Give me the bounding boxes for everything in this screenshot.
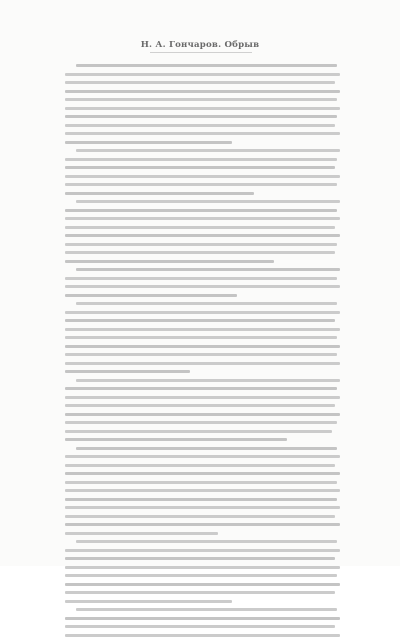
text-line (65, 625, 335, 628)
text-line (65, 515, 335, 518)
paragraph (65, 302, 343, 373)
text-line (65, 574, 337, 577)
text-line (65, 481, 337, 484)
text-line (65, 583, 340, 586)
text-line (65, 277, 337, 280)
text-line (65, 251, 335, 254)
text-line (65, 183, 337, 186)
text-line (76, 608, 337, 611)
text-line (65, 132, 340, 135)
text-line (65, 294, 237, 297)
text-line (65, 328, 340, 331)
text-line (65, 489, 340, 492)
paragraph (65, 149, 343, 195)
paragraph (65, 200, 343, 263)
title-underline (150, 52, 252, 53)
text-line (76, 447, 337, 450)
text-line (65, 217, 340, 220)
text-line (65, 336, 337, 339)
text-line (65, 158, 337, 161)
text-line (65, 506, 340, 509)
text-line (65, 523, 340, 526)
text-line (65, 234, 340, 237)
text-line (65, 549, 340, 552)
text-line (65, 209, 337, 212)
paragraph (65, 268, 343, 297)
text-line (65, 345, 340, 348)
text-line (76, 302, 337, 305)
text-line (65, 634, 340, 637)
text-line (65, 387, 337, 390)
text-line (65, 464, 335, 467)
text-line (65, 591, 335, 594)
paragraph (65, 64, 343, 144)
text-line (65, 600, 232, 603)
text-line (76, 64, 337, 67)
text-line (65, 370, 190, 373)
text-line (65, 430, 332, 433)
text-line (65, 243, 337, 246)
text-line (76, 149, 340, 152)
text-line (65, 141, 232, 144)
paragraph (65, 608, 343, 637)
text-line (65, 498, 337, 501)
document-body (65, 64, 343, 642)
text-line (76, 200, 340, 203)
text-line (65, 438, 287, 441)
text-line (65, 124, 335, 127)
text-line (65, 260, 274, 263)
text-line (65, 455, 340, 458)
text-line (65, 90, 340, 93)
text-line (65, 319, 335, 322)
document-title: Н. А. Гончаров. Обрыв (140, 40, 260, 50)
text-line (65, 192, 254, 195)
paragraph (65, 379, 343, 442)
text-line (65, 532, 218, 535)
text-line (65, 557, 335, 560)
text-line (65, 413, 340, 416)
text-line (65, 311, 340, 314)
paragraph (65, 447, 343, 535)
text-line (65, 472, 340, 475)
text-line (65, 81, 335, 84)
text-line (65, 285, 340, 288)
text-line (65, 353, 337, 356)
text-line (76, 379, 340, 382)
text-line (65, 362, 340, 365)
text-line (76, 268, 340, 271)
text-line (65, 175, 340, 178)
text-line (65, 404, 335, 407)
text-line (65, 421, 337, 424)
text-line (76, 540, 337, 543)
text-line (65, 98, 337, 101)
paragraph (65, 540, 343, 603)
text-line (65, 115, 337, 118)
text-line (65, 617, 340, 620)
text-line (65, 73, 340, 76)
text-line (65, 226, 335, 229)
text-line (65, 166, 335, 169)
text-line (65, 396, 340, 399)
text-line (65, 107, 340, 110)
